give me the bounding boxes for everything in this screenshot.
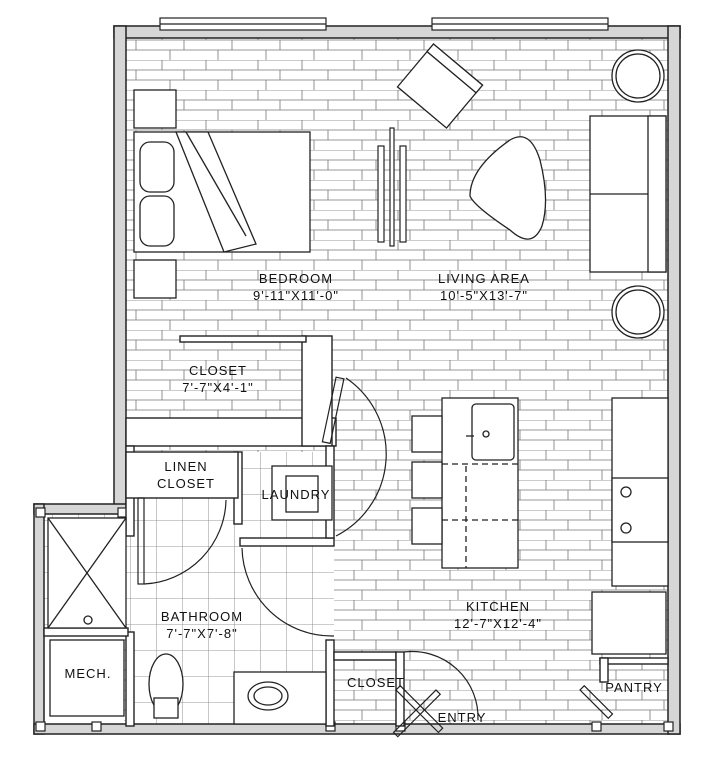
linen-closet-label: CLOSET — [156, 476, 216, 491]
entry-label: ENTRY — [437, 710, 487, 725]
closet-label: CLOSET — [188, 363, 248, 378]
stool — [412, 416, 442, 452]
bedroom-dims: 9'-11"X11'-0" — [253, 288, 339, 303]
nightstand-top — [134, 90, 176, 128]
laundry-label: LAUNDRY — [261, 487, 331, 502]
room-divider — [378, 128, 406, 246]
refrigerator — [592, 592, 666, 654]
pillow — [140, 142, 174, 192]
stool — [412, 462, 442, 498]
kitchen-dims: 12'-7"X12'-4" — [454, 616, 542, 631]
kitchen-label: KITCHEN — [465, 599, 531, 614]
living-area-label: LIVING AREA — [438, 271, 530, 286]
pillow — [140, 196, 174, 246]
entry-closet-label: CLOSET — [346, 675, 406, 690]
nightstand-bottom — [134, 260, 176, 298]
island-sink — [472, 404, 514, 460]
pantry-label: PANTRY — [605, 680, 663, 695]
stool — [412, 508, 442, 544]
mech-label: MECH. — [64, 666, 112, 681]
living-area-dims: 10'-5"X13'-7" — [440, 288, 528, 303]
linen-label: LINEN — [164, 459, 208, 474]
closet-dims: 7'-7"X4'-1" — [182, 380, 254, 395]
bathroom-dims: 7'-7"X7'-8" — [166, 626, 238, 641]
bathroom-label: BATHROOM — [160, 609, 244, 624]
bedroom-label: BEDROOM — [258, 271, 334, 286]
